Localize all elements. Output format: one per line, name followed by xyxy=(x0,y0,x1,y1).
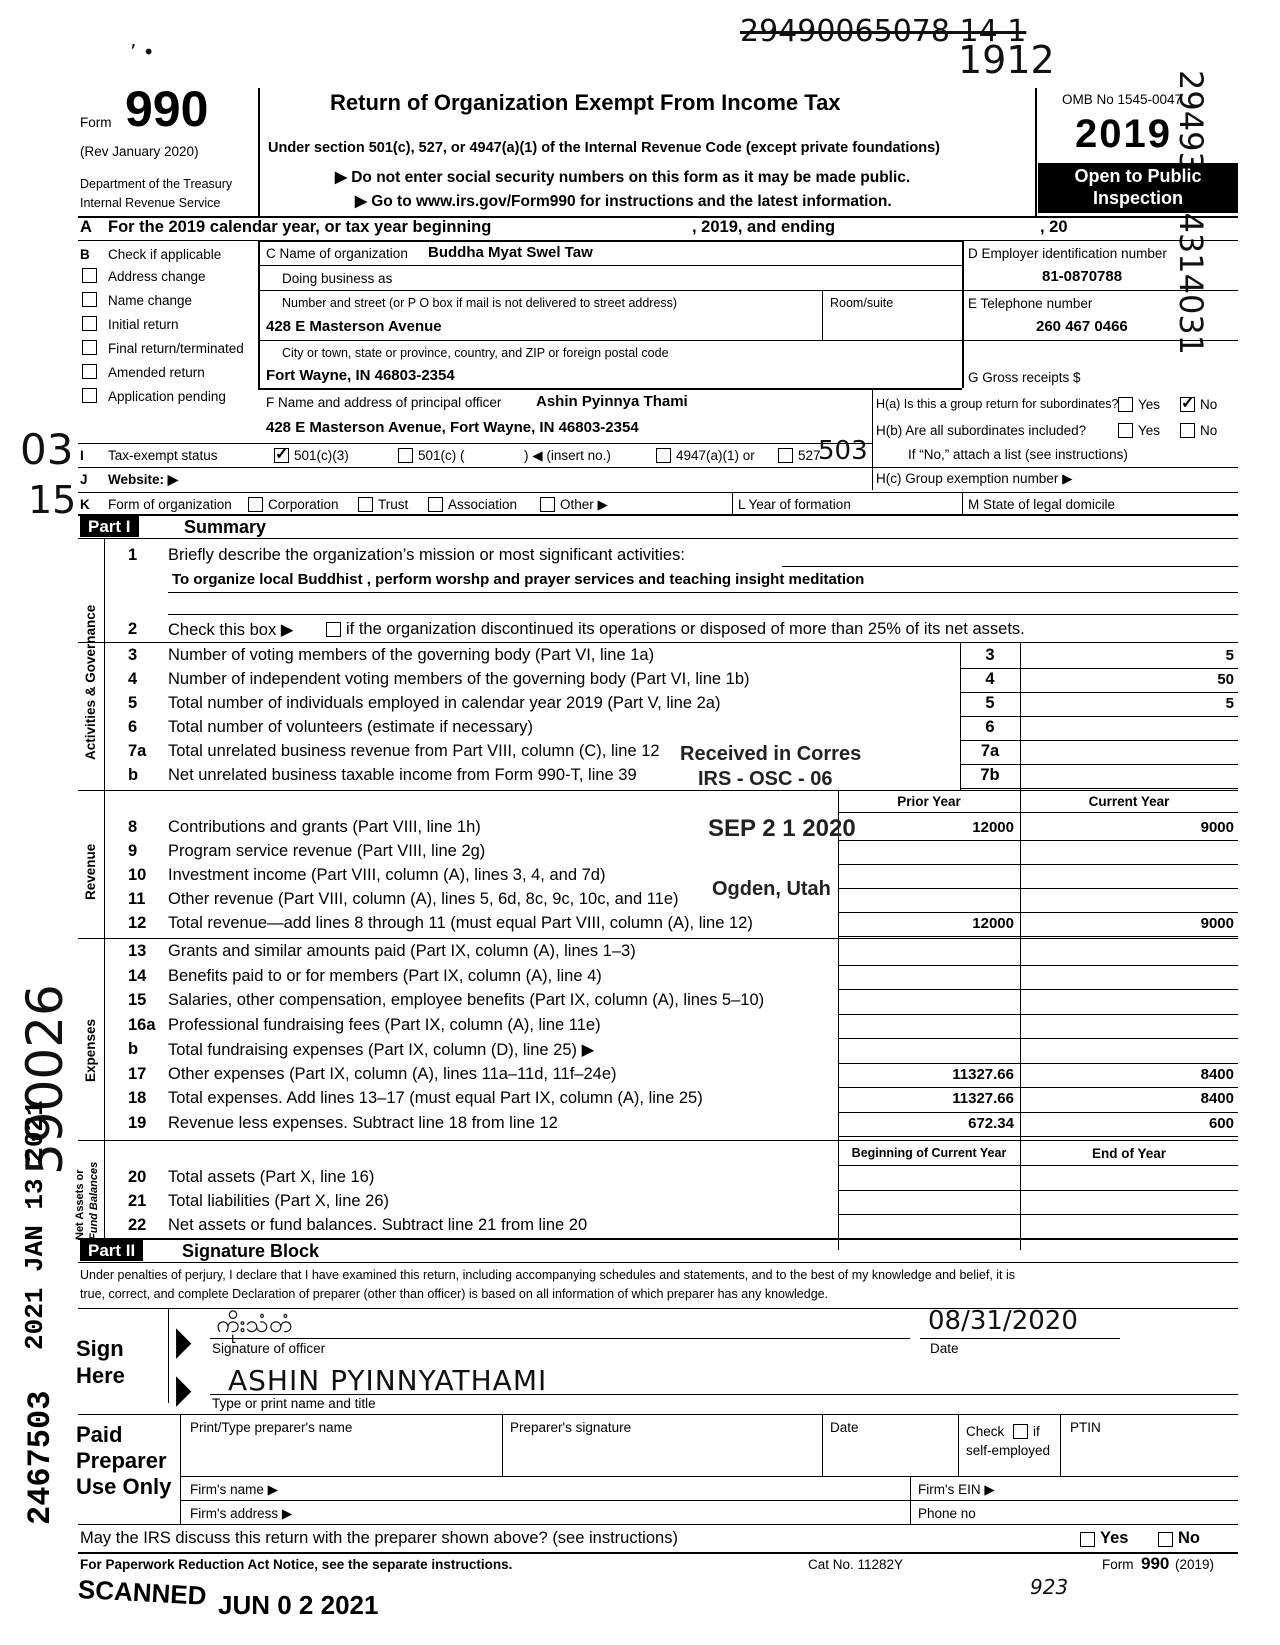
line1-text: Briefly describe the organization’s mission or most significant activities: xyxy=(168,546,685,564)
hc-label: H(c) Group exemption number ▶ xyxy=(876,471,1073,486)
col-begin-year: Beginning of Current Year xyxy=(851,1146,1007,1160)
discuss-yes-checkbox[interactable] xyxy=(1080,1532,1095,1547)
fin-line-num: 17 xyxy=(128,1064,147,1083)
fin-line-text: Total revenue—add lines 8 through 11 (must equal Part VIII, column (A), line 12) xyxy=(168,914,753,932)
received-date-stamp-vertical: 2021 JAN 13 2021 xyxy=(20,1100,50,1350)
section-b-title: Check if applicable xyxy=(108,247,222,262)
gov-box-left xyxy=(960,642,961,790)
status-4947-checkbox[interactable] xyxy=(656,448,671,463)
applicable-label: Amended return xyxy=(108,365,205,380)
fin-line-rule xyxy=(838,965,1238,966)
gov-line-num: b xyxy=(128,766,139,784)
org-name[interactable]: Buddha Myat Swel Taw xyxy=(428,244,593,261)
org-trust-checkbox[interactable] xyxy=(358,497,373,512)
ha-no-label: No xyxy=(1200,397,1218,412)
status-527-checkbox[interactable] xyxy=(778,448,793,463)
line-j-letter: J xyxy=(80,472,88,487)
line-a-end: , 20 xyxy=(1040,218,1068,236)
form-of-org-label: Form of organization xyxy=(108,497,232,512)
applicable-label: Final return/terminated xyxy=(108,341,244,356)
fin-line-num: 8 xyxy=(128,818,138,836)
self-employed-checkbox[interactable] xyxy=(1013,1424,1028,1439)
status-501c-checkbox[interactable] xyxy=(398,448,413,463)
hb-yes-label: Yes xyxy=(1138,423,1161,438)
open-to-public-line2: Inspection xyxy=(1092,188,1183,208)
org-association-checkbox[interactable] xyxy=(428,497,443,512)
gov-line-rule xyxy=(960,668,1238,669)
hb-label: H(b) Are all subordinates included? xyxy=(876,423,1087,438)
fin-line-rule xyxy=(838,1087,1238,1088)
org-corporation-label: Corporation xyxy=(268,497,339,512)
fin-line-text: Program service revenue (Part VIII, line 2g) xyxy=(168,842,486,860)
street-address[interactable]: 428 E Masterson Avenue xyxy=(266,318,442,335)
fin-line-text: Grants and similar amounts paid (Part IX, column (A), lines 1–3) xyxy=(168,942,636,960)
fin-line-rule xyxy=(838,1014,1238,1015)
gross-receipts-label: G Gross receipts $ xyxy=(968,370,1081,385)
line-a-mid: , 2019, and ending xyxy=(692,218,836,236)
ssn-note: ▶ Do not enter social security numbers on this form as it may be made public. xyxy=(335,169,911,186)
current-year-value[interactable]: 9000 xyxy=(1200,915,1234,932)
check-label: Check xyxy=(966,1424,1005,1439)
received-stamp-line2: IRS - OSC - 06 xyxy=(698,768,833,790)
hb-no-label: No xyxy=(1200,423,1218,438)
fin-line-text: Salaries, other compensation, employee benefits (Part IX, column (A), lines 5–10) xyxy=(168,991,765,1009)
section-b-letter: B xyxy=(80,247,90,262)
col-end-year: End of Year xyxy=(1091,1146,1167,1161)
form-subtitle: Under section 501(c), 527, or 4947(a)(1) of the Internal Revenue Code (except private foundations) xyxy=(268,140,940,156)
applicable-label: Name change xyxy=(108,293,193,308)
fin-line-rule xyxy=(838,912,1238,913)
date-label: Date xyxy=(930,1341,959,1356)
org-name-label: C Name of organization xyxy=(266,246,408,261)
gov-line-value[interactable]: 5 xyxy=(1225,695,1234,712)
line-k-letter: K xyxy=(80,497,90,512)
ha-yes-label: Yes xyxy=(1138,397,1161,412)
part1-title: Summary xyxy=(184,517,267,537)
preparer-title-1: Paid xyxy=(76,1422,123,1447)
firm-address-label: Firm's address ▶ xyxy=(190,1506,293,1521)
gov-line-rule xyxy=(960,788,1238,789)
gov-line-rule xyxy=(960,764,1238,765)
fin-line-num: 21 xyxy=(128,1192,147,1210)
ha-no-checkbox[interactable] xyxy=(1180,397,1195,412)
revision-date: (Rev January 2020) xyxy=(80,144,199,159)
applicable-label: Application pending xyxy=(108,389,226,404)
irs-link-note: ▶ Go to www.irs.gov/Form990 for instructions and the latest information. xyxy=(355,193,892,210)
fin-line-num: 22 xyxy=(128,1216,147,1234)
open-to-public-line1: Open to Public xyxy=(1074,166,1202,186)
gov-line-text: Number of voting members of the governing body (Part VI, line 1a) xyxy=(168,646,655,664)
fin-line-text: Contributions and grants (Part VIII, line 1h) xyxy=(168,818,481,836)
gov-line-num: 4 xyxy=(128,670,138,688)
line-i-letter: I xyxy=(80,448,84,463)
fin-line-num: b xyxy=(128,1040,139,1058)
part2-title: Signature Block xyxy=(182,1241,320,1261)
state-domicile-label: M State of legal domicile xyxy=(968,497,1116,512)
fin-line-text: Total expenses. Add lines 13–17 (must equal Part IX, column (A), line 25) xyxy=(168,1089,703,1107)
handwritten-dln: 29490065078 14 1 xyxy=(740,14,1027,49)
applicable-label: Initial return xyxy=(108,317,179,332)
received-stamp-line1: Received in Corres xyxy=(680,743,862,765)
fin-line-text: Investment income (Part VIII, column (A), lines 3, 4, and 7d) xyxy=(168,866,606,884)
part1-tag: Part I xyxy=(80,516,139,537)
received-stamp-place: Ogden, Utah xyxy=(712,878,831,900)
gov-line-num: 6 xyxy=(128,718,138,736)
prior-year-value[interactable]: 12000 xyxy=(972,819,1014,836)
fin-line-num: 14 xyxy=(128,966,147,985)
printed-name[interactable]: ASHIN PYINNYATHAMI xyxy=(228,1364,548,1397)
status-501c3-label: 501(c)(3) xyxy=(294,448,349,463)
dln-vertical: 2467503 xyxy=(22,1390,59,1525)
footer-form-label: Form xyxy=(1102,1557,1134,1572)
fin-line-rule xyxy=(838,989,1238,990)
handwritten-15: 15 xyxy=(28,478,77,522)
status-501c-insert: ) ◀ (insert no.) xyxy=(524,448,611,463)
applicable-checkbox-5[interactable] xyxy=(82,388,97,403)
side-label-expenses: Expenses xyxy=(83,1018,98,1082)
received-stamp-date: SEP 2 1 2020 xyxy=(708,815,856,842)
ptin-label: PTIN xyxy=(1070,1420,1101,1435)
prior-year-value[interactable]: 11327.66 xyxy=(952,1065,1014,1083)
fin-line-rule xyxy=(838,1063,1238,1064)
form-number: 990 xyxy=(125,81,209,137)
tax-year: 2019 xyxy=(1075,112,1172,156)
side-label-revenue: Revenue xyxy=(83,843,98,900)
current-year-value[interactable]: 9000 xyxy=(1200,819,1234,836)
city-label: City or town, state or province, country, and ZIP or foreign postal code xyxy=(282,346,669,360)
gov-line-rule xyxy=(960,740,1238,741)
officer-address[interactable]: 428 E Masterson Avenue, Fort Wayne, IN 46803-2354 xyxy=(266,419,639,436)
sign-label-1: Sign xyxy=(76,1336,124,1361)
sign-arrow-2: ▶ xyxy=(176,1367,192,1411)
ein-label: D Employer identification number xyxy=(968,246,1167,261)
gov-line-num: 7a xyxy=(128,742,147,760)
fin-line-num: 15 xyxy=(128,991,147,1009)
status-527-label: 527 xyxy=(798,448,821,463)
side-label-net-assets-1: Net Assets or xyxy=(74,1169,86,1240)
current-year-value[interactable]: 8400 xyxy=(1200,1090,1234,1107)
preparer-title-2: Preparer xyxy=(76,1448,167,1473)
gov-line-box: 7a xyxy=(980,742,1000,760)
room-suite-label: Room/suite xyxy=(830,296,894,310)
fin-line-num: 19 xyxy=(128,1113,147,1132)
penalty-text-2: true, correct, and complete Declaration of preparer (other than officer) is based on all information of which preparer has any knowledge. xyxy=(80,1287,829,1301)
fin-line-text: Total liabilities (Part X, line 26) xyxy=(168,1192,390,1210)
gov-line-box: 5 xyxy=(985,694,995,712)
fin-line-rule xyxy=(838,1136,1238,1137)
website-label: Website: ▶ xyxy=(108,472,179,487)
footer-form-number: 990 xyxy=(1141,1554,1170,1573)
ein-value[interactable]: 81-0870788 xyxy=(1042,268,1123,285)
hb-yes-checkbox[interactable] xyxy=(1118,423,1133,438)
gov-line-text: Total number of individuals employed in calendar year 2019 (Part V, line 2a) xyxy=(168,694,721,712)
fin-line-num: 18 xyxy=(128,1089,147,1107)
officer-name[interactable]: Ashin Pyinnya Thami xyxy=(536,393,688,410)
line-i-label: Tax-exempt status xyxy=(108,448,218,463)
applicable-checkbox-3[interactable] xyxy=(82,340,97,355)
firm-phone-label: Phone no xyxy=(918,1506,976,1521)
gov-line-value[interactable]: 50 xyxy=(1217,671,1234,688)
hb-no-checkbox[interactable] xyxy=(1180,423,1195,438)
officer-label: F Name and address of principal officer xyxy=(266,395,502,410)
fin-line-num: 16a xyxy=(128,1015,156,1034)
fin-line-text: Total assets (Part X, line 16) xyxy=(168,1168,375,1186)
street-label: Number and street (or P O box if mail is not delivered to street address) xyxy=(282,296,678,310)
line2-num: 2 xyxy=(128,620,138,638)
paperwork-notice: For Paperwork Reduction Act Notice, see the separate instructions. xyxy=(80,1557,513,1572)
footer-form-year: (2019) xyxy=(1175,1557,1215,1572)
org-other-label: Other ▶ xyxy=(560,497,608,512)
fin-line-num: 20 xyxy=(128,1168,147,1186)
part2-tag: Part II xyxy=(80,1240,143,1261)
penalty-text-1: Under penalties of perjury, I declare that I have examined this return, including accompanying schedules and statements, and to the best of my knowledge and belief, it is xyxy=(80,1268,1016,1282)
fin-line-rule xyxy=(838,1038,1238,1039)
check-if: if xyxy=(1033,1424,1040,1439)
applicable-checkbox-4[interactable] xyxy=(82,364,97,379)
fin-line-text: Total fundraising expenses (Part IX, column (D), line 25) ▶ xyxy=(168,1041,595,1059)
gov-line-num: 3 xyxy=(128,646,138,664)
fin-line-rule xyxy=(838,864,1238,865)
self-employed-label: self-employed xyxy=(966,1443,1051,1458)
col-prior-year: Prior Year xyxy=(897,794,961,809)
prior-year-value[interactable]: 12000 xyxy=(972,915,1014,932)
gov-line-text: Net unrelated business taxable income from Form 990-T, line 39 xyxy=(168,766,637,784)
signature-label: Signature of officer xyxy=(212,1341,326,1356)
gov-box-right xyxy=(1020,642,1021,790)
applicable-checkbox-0[interactable] xyxy=(82,268,97,283)
current-year-value[interactable]: 8400 xyxy=(1200,1065,1234,1083)
applicable-checkbox-2[interactable] xyxy=(82,316,97,331)
dept-irs: Internal Revenue Service xyxy=(80,196,221,210)
line2-text: Check this box ▶ xyxy=(168,621,294,639)
fin-line-rule xyxy=(838,936,1238,937)
gov-line-box: 7b xyxy=(980,766,1000,784)
handwritten-initials: 923 xyxy=(1030,1575,1069,1599)
status-501c-label: 501(c) ( xyxy=(418,448,465,463)
prior-year-value[interactable]: 672.34 xyxy=(968,1114,1014,1132)
fin-line-text: Benefits paid to or for members (Part IX, column (A), line 4) xyxy=(168,966,602,985)
handwritten-tick: ’ • xyxy=(130,40,155,64)
applicable-label: Address change xyxy=(108,269,206,284)
gov-line-rule xyxy=(960,692,1238,693)
preparer-signature-label: Preparer's signature xyxy=(510,1420,632,1435)
gov-line-rule xyxy=(960,716,1238,717)
gov-line-num: 5 xyxy=(128,694,138,712)
form-label: Form xyxy=(80,115,112,130)
gov-line-box: 4 xyxy=(985,670,995,688)
fin-line-num: 9 xyxy=(128,842,138,860)
applicable-checkbox-1[interactable] xyxy=(82,292,97,307)
fin-line-text: Revenue less expenses. Subtract line 18 from line 12 xyxy=(168,1113,558,1132)
status-4947-label: 4947(a)(1) or xyxy=(676,448,755,463)
fin-line-text: Other revenue (Part VIII, column (A), lines 5, 6d, 8c, 9c, 10c, and 11e) xyxy=(168,890,679,908)
scanned-stamp: SCANNED xyxy=(77,1574,208,1611)
phone-label: E Telephone number xyxy=(968,296,1093,311)
scanned-date: JUN 0 2 2021 xyxy=(218,1590,379,1620)
current-year-value[interactable]: 600 xyxy=(1208,1114,1234,1132)
preparer-name-label: Print/Type preparer's name xyxy=(190,1420,353,1435)
hb-note: If “No,” attach a list (see instructions) xyxy=(908,447,1128,462)
line2-rest: if the organization discontinued its operations or disposed of more than 25% of its net assets. xyxy=(346,620,1025,638)
org-association-label: Association xyxy=(448,497,518,512)
discuss-question: May the IRS discuss this return with the preparer shown above? (see instructions) xyxy=(80,1529,678,1547)
fin-line-num: 10 xyxy=(128,866,147,884)
fin-line-rule xyxy=(838,840,1238,841)
gov-line-text: Total unrelated business revenue from Part VIII, column (C), line 12 xyxy=(168,742,660,760)
phone-value[interactable]: 260 467 0466 xyxy=(1036,318,1128,335)
year-of-formation-label: L Year of formation xyxy=(738,497,851,512)
fin-line-rule xyxy=(838,1190,1238,1191)
fin-line-num: 12 xyxy=(128,914,147,932)
handwritten-503: 503 xyxy=(818,436,868,466)
side-label-activities: Activities & Governance xyxy=(83,604,98,760)
side-label-net-assets-2: Fund Balances xyxy=(88,1161,100,1240)
dept-treasury: Department of the Treasury xyxy=(80,177,233,191)
gov-line-box: 6 xyxy=(985,718,995,736)
prior-year-value[interactable]: 11327.66 xyxy=(952,1090,1014,1107)
org-other-checkbox[interactable] xyxy=(540,497,555,512)
ha-yes-checkbox[interactable] xyxy=(1118,397,1133,412)
officer-signature[interactable]: ကိုးသံတံ xyxy=(216,1310,293,1338)
gov-line-text: Total number of volunteers (estimate if necessary) xyxy=(168,718,533,736)
firm-ein-label: Firm's EIN ▶ xyxy=(918,1482,995,1497)
form-title: Return of Organization Exempt From Income Tax xyxy=(330,90,841,115)
firm-name-label: Firm's name ▶ xyxy=(190,1482,278,1497)
gov-line-value[interactable]: 5 xyxy=(1225,647,1234,664)
mission-statement[interactable]: To organize local Buddhist , perform worshp and prayer services and teaching insight meditation xyxy=(172,571,865,588)
catalog-number: Cat No. 11282Y xyxy=(808,1557,904,1572)
discuss-no-checkbox[interactable] xyxy=(1158,1532,1173,1547)
handwritten-03: 03 xyxy=(20,425,74,474)
line-a-text: For the 2019 calendar year, or tax year beginning xyxy=(108,218,492,236)
printed-name-label: Type or print name and title xyxy=(212,1396,376,1411)
discuss-yes-label: Yes xyxy=(1100,1529,1129,1547)
line-a-letter: A xyxy=(80,218,92,236)
fin-line-text: Professional fundraising fees (Part IX, column (A), line 11e) xyxy=(168,1015,601,1034)
fin-line-text: Net assets or fund balances. Subtract line 21 from line 20 xyxy=(168,1216,588,1234)
discontinued-checkbox[interactable] xyxy=(326,622,341,637)
signature-date[interactable]: 08/31/2020 xyxy=(928,1306,1078,1336)
ha-label: H(a) Is this a group return for subordinates? xyxy=(876,397,1119,411)
fin-line-text: Other expenses (Part IX, column (A), lines 11a–11d, 11f–24e) xyxy=(168,1064,617,1083)
status-501c3-checkbox[interactable] xyxy=(274,448,289,463)
gov-line-box: 3 xyxy=(985,646,995,664)
fin-line-num: 13 xyxy=(128,942,147,960)
fin-line-rule xyxy=(838,1214,1238,1215)
city-address[interactable]: Fort Wayne, IN 46803-2354 xyxy=(266,367,455,384)
gov-line-text: Number of independent voting members of the governing body (Part VI, line 1b) xyxy=(168,670,750,688)
preparer-date-label: Date xyxy=(830,1420,859,1435)
handwritten-1912: 1912 xyxy=(958,38,1055,82)
sign-label-2: Here xyxy=(76,1363,125,1388)
org-trust-label: Trust xyxy=(378,497,409,512)
dba-label: Doing business as xyxy=(282,271,393,286)
preparer-title-3: Use Only xyxy=(76,1474,172,1499)
line1-num: 1 xyxy=(128,546,138,564)
org-corporation-checkbox[interactable] xyxy=(248,497,263,512)
fin-line-rule xyxy=(838,888,1238,889)
handwritten-left-number: 590026 xyxy=(16,984,74,1175)
omb-number: OMB No 1545-0047 xyxy=(1062,92,1183,107)
discuss-no-label: No xyxy=(1178,1529,1200,1547)
fin-line-rule xyxy=(838,1112,1238,1113)
col-current-year: Current Year xyxy=(1088,794,1170,809)
sign-arrow-1: ▶ xyxy=(176,1319,192,1363)
fin-line-num: 11 xyxy=(128,890,146,908)
